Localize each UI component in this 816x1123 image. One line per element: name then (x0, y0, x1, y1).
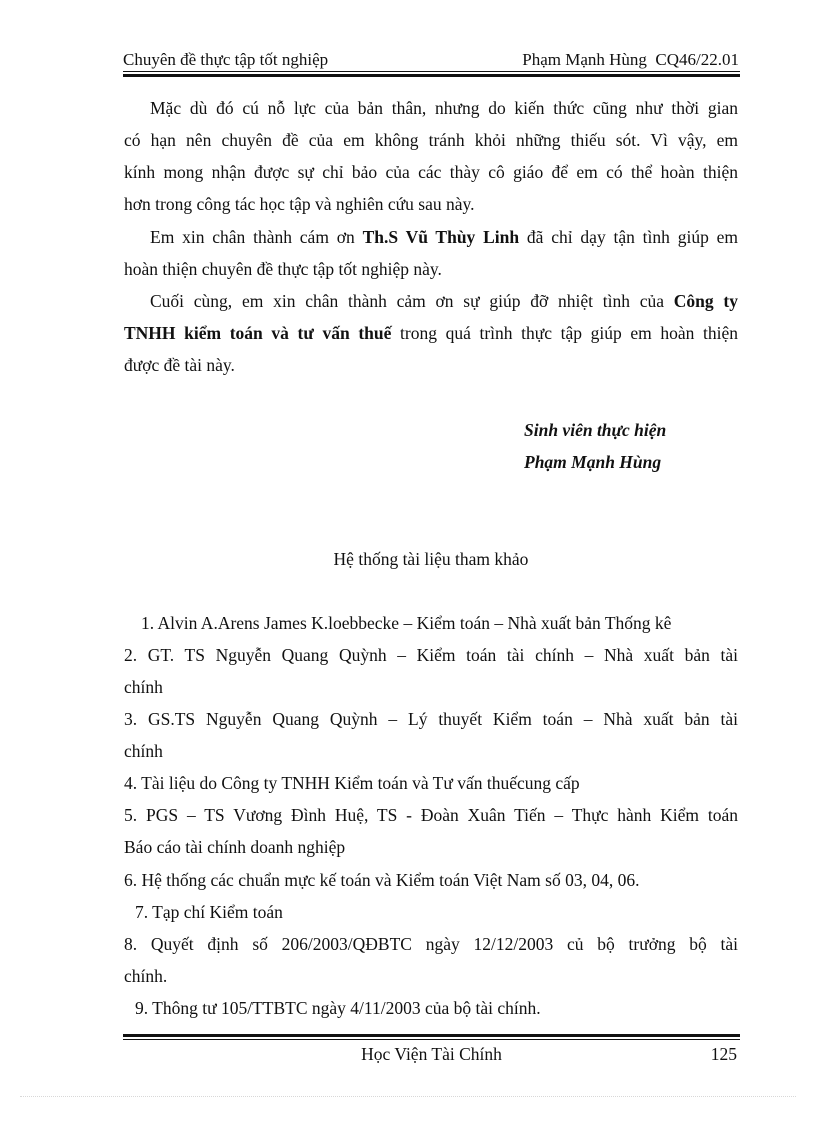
para2-line2: hoàn thiện chuyên đề thực tập tốt nghiệp này. (124, 259, 442, 279)
reference-8-line1: 8. Quyết định số 206/2003/QĐBTC ngày 12/12/2003 củ bộ trưởng bộ tài (124, 934, 738, 954)
reference-5-line1: 5. PGS – TS Vương Đình Huệ, TS - Đoàn Xuân Tiến – Thực hành Kiểm toán (124, 805, 738, 825)
reference-9: 9. Thông tư 105/TTBTC ngày 4/11/2003 của bộ tài chính. (135, 998, 541, 1018)
header-title: Chuyên đề thực tập tốt nghiệp (123, 50, 329, 69)
footer-rule-thin (123, 1039, 740, 1040)
company-name-part2: TNHH kiểm toán và tư vấn thuế (124, 323, 392, 343)
para3-line2 (124, 321, 738, 345)
references-heading: Hệ thống tài liệu tham khảo (333, 549, 529, 569)
footer-rule-thick (123, 1034, 740, 1037)
company-name-part1: Công ty (673, 291, 738, 311)
para1-line3: kính mong nhận được sự chỉ bảo của các thày cô giáo để em có thể hoàn thiện (124, 162, 738, 182)
reference-2-line1: 2. GT. TS Nguyễn Quang Quỳnh – Kiểm toán tài chính – Nhà xuất bản tài (124, 645, 738, 665)
para2-line1-pre: Em xin chân thành cám ơn (150, 227, 363, 247)
signature-role: Sinh viên thực hiện (524, 420, 667, 440)
para2-line1-post: đã chỉ dạy tận tình giúp em (519, 227, 739, 247)
page-footer (123, 1042, 740, 1066)
footer-institution: Học Viện Tài Chính (361, 1044, 502, 1064)
page-header (123, 49, 739, 71)
para1-line4: hơn trong công tác học tập và nghiên cứu sau này. (124, 194, 475, 214)
header-rule-thick (123, 74, 740, 77)
header-rule-thin (123, 71, 740, 72)
para1-line2: có hạn nên chuyên đề của em không tránh khỏi những thiếu sót. Vì vậy, em (124, 130, 738, 150)
reference-5-line2: Báo cáo tài chính doanh nghiệp (124, 837, 346, 857)
para1-line1: Mặc dù đó cú nỗ lực của bản thân, nhưng do kiến thức cũng như thời gian (150, 98, 738, 118)
reference-6: 6. Hệ thống các chuẩn mực kế toán và Kiểm toán Việt Nam số 03, 04, 06. (124, 870, 640, 890)
para3-line1-pre: Cuối cùng, em xin chân thành cảm ơn sự giúp đỡ nhiệt tình của (150, 291, 674, 311)
reference-8-line2: chính. (124, 966, 168, 986)
signature-name: Phạm Mạnh Hùng (524, 452, 662, 472)
para2-line1 (150, 225, 738, 249)
reference-3-line1: 3. GS.TS Nguyễn Quang Quỳnh – Lý thuyết Kiểm toán – Nhà xuất bản tài (124, 709, 738, 729)
para3-line2-post: trong quá trình thực tập giúp em hoàn thiện (391, 323, 738, 343)
header-author: Phạm Mạnh Hùng CQ46/22.01 (522, 50, 739, 69)
page-edge-divider (20, 1096, 796, 1097)
reference-1: 1. Alvin A.Arens James K.loebbecke – Kiểm toán – Nhà xuất bản Thống kê (141, 613, 672, 633)
reference-2-line2: chính (124, 677, 163, 697)
page-number: 125 (710, 1044, 737, 1064)
para3-line1 (150, 289, 738, 313)
reference-4: 4. Tài liệu do Công ty TNHH Kiểm toán và Tư vấn thuếcung cấp (124, 773, 580, 793)
para3-line3: được đề tài này. (124, 355, 235, 375)
reference-7: 7. Tạp chí Kiểm toán (135, 902, 283, 922)
reference-3-line2: chính (124, 741, 163, 761)
advisor-name: Th.S Vũ Thùy Linh (362, 227, 520, 247)
